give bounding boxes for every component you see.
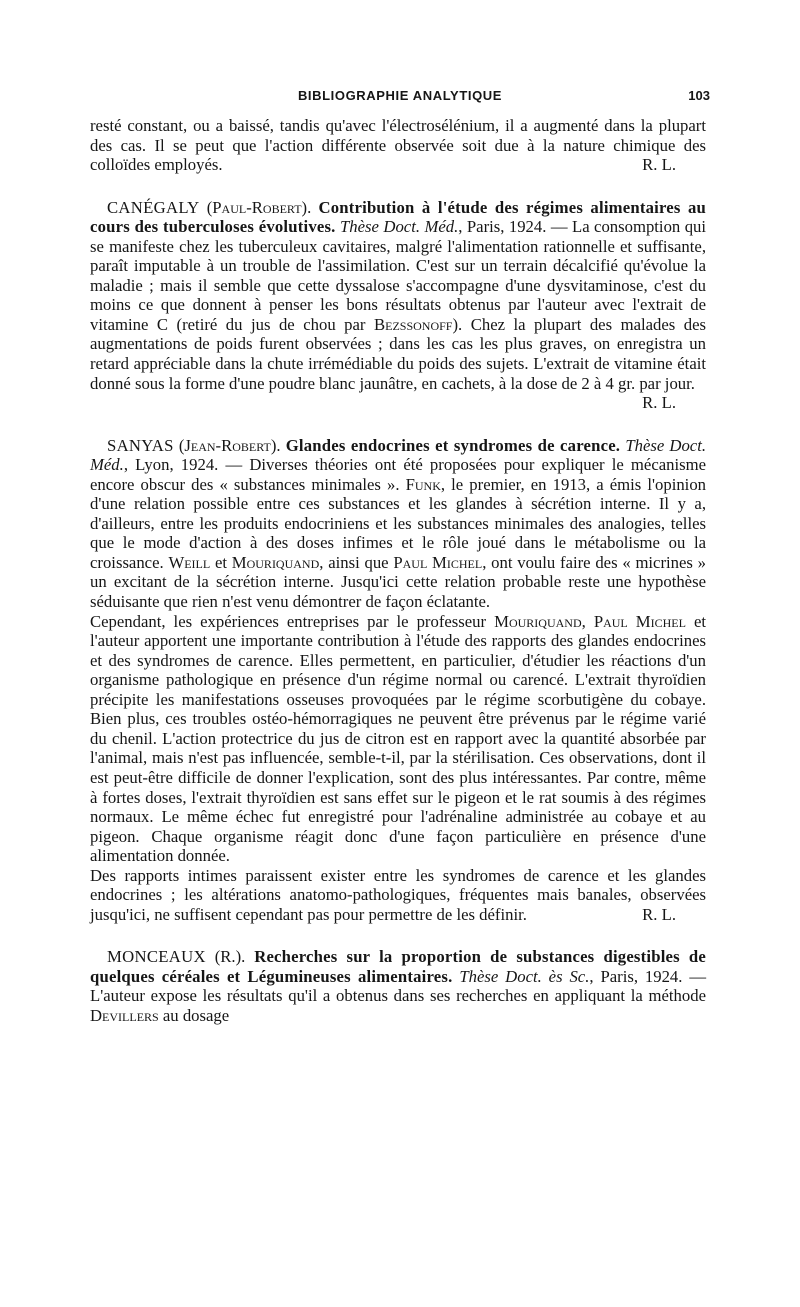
entry-summary: Diverses théories ont été proposées pour expliquer le mécanisme encore obscur des « substances minimales ».	[90, 455, 706, 494]
running-header	[90, 88, 710, 108]
entry-summary: Des rapports intimes paraissent exister entre les syndromes de carence et les glandes endocrines ; les altérations anatomo-pathologiques, fréquentes mais banales, observées jusqu'ici, ne suffisent cependant pas pour permettre de les définir.	[90, 865, 706, 924]
body-text	[90, 116, 706, 1026]
intro-text: resté constant, ou a baissé, tandis qu'avec l'électrosélénium, il a augmenté dans la plupart des cas. Il se peut que l'action différente observée soit due à la nature chimique des colloïdes employés.	[90, 116, 706, 175]
cited-name: Funk	[405, 474, 441, 494]
cited-name: Paul Michel	[393, 552, 483, 572]
entry-paragraph	[90, 866, 706, 925]
header-title: BIBLIOGRAPHIE ANALYTIQUE	[297, 88, 503, 103]
author-surname: SANYAS	[107, 435, 174, 455]
entry-summary: Cependant, les expériences entreprises par le professeur	[90, 611, 487, 631]
bibliography-entry	[90, 436, 706, 925]
place-year: , Lyon, 1924. —	[123, 455, 243, 475]
entry-text: SANYAS (Jean-Robert). Glandes endocrines et syndromes de carence. Thèse Doct. Méd., Lyon, 1924. — Diverses théories ont été proposées pour expliquer le mécanisme encore obscur des « substances minimales ». Funk, le premier, en 1913, a émis l'opinion d'une relation possible entre ces substances et les glandes à sécrétion interne. Il y a, d'ailleurs, entre les produits endocriniens et les substances minimales des analogies, telles que le mode d'action à des doses infimes et le rôle joué dans le métabolisme ou la croissance. Weill et Mouriquand, ainsi que Paul Michel, ont voulu faire des « micrines » un excitant de la sécrétion interne. Jusqu'ici cette relation probable reste une hypothèse séduisante que rien n'est venu démontrer de façon éclatante.	[90, 435, 707, 612]
author-given-name: R.	[220, 947, 236, 967]
entry-summary: , ainsi que	[319, 552, 389, 572]
entry-summary: , le premier, en 1913, a émis l'opinion d'une relation possible entre ces substances et les glandes à sécrétion interne. Il y a, d'ailleurs, entre les produits endocriniens et les substances minimales des analogies, telles que le mode d'action à des doses infimes et le rôle joué dans le métabolisme ou la croissance.	[90, 474, 707, 572]
entry-text: MONCEAUX (R.). Recherches sur la proportion de substances digestibles de quelques céréales et Légumineuses alimentaires. Thèse Doct. ès Sc., Paris, 1924. — L'auteur expose les résultats qu'il a obtenus dans ses recherches en appliquant la méthode Devillers au dosage	[90, 947, 707, 1025]
thesis-label: Thèse Doct. Méd.	[90, 435, 707, 475]
thesis-label: Thèse Doct. Méd.	[340, 217, 459, 237]
entry-summary-end: au dosage	[162, 1005, 230, 1025]
cited-name: Weill	[168, 552, 211, 572]
signature: R. L.	[642, 393, 676, 413]
entry-summary: et l'auteur apportent une importante contribution à l'étude des rapports des glandes endocrines et des syndromes de carence. Elles permettent, en particulier, d'étudier les réactions d'un organisme pathologique en présence d'un régime normal ou carencé. L'extrait thyroïdien précipite les manifestations osseuses provoquées par le régime scorbutigène du cobaye. Bien plus, ces troubles ostéo-hémorragiques ne peuvent être prévenus par le régime varié du chenil. L'action protectrice du jus de citron est en rapport avec la quantité absorbée par l'animal, mais n'est pas influencée, semble-t-il, par la stérilisation. Ces observations, dont il est peut-être difficile de donner l'explication, sont des plus intéressantes. Par contre, même à fortes doses, l'extrait thyroïdien est sans effet sur le pigeon et le rat soumis à des régimes normaux. Le même échec fut enregistré pour l'adrénaline administrée au cobaye et au pigeon. Chaque organisme réagit donc d'une façon particulière en présence d'une alimentation donnée.	[90, 611, 707, 866]
author-given-name: Paul-Robert	[212, 197, 302, 217]
entry-text: CANÉGALY (Paul-Robert). Contribution à l'étude des régimes alimentaires au cours des tuberculoses évolutives. Thèse Doct. Méd., Paris, 1924. — La consomption qui se manifeste chez les tuberculeux cavitaires, malgré l'alimentation rationnelle et suffisante, paraît imputable à un trouble de l'assimilation. C'est sur un terrain décalcifié qu'évolue la maladie ; mais il semble que cette dyssalose s'accompagne d'une dysvitaminose, c'est du moins ce que donnent à penser les bons résultats obtenus par l'auteur avec l'extrait de vitamine C (retiré du jus de chou par Bezssonoff). Chez la plupart des malades des augmentations de poids furent observées ; dans les cas les plus graves, on enregistra un retard appréciable dans la chute irrémédiable du poids des sujets. L'extrait de vitamine était donné sous la forme d'une poudre blanc jaunâtre, en cachets, à la dose de 2 à 4 gr. par jour. R. L.	[90, 197, 707, 413]
entry-summary: La consomption qui se manifeste chez les tuberculeux cavitaires, malgré l'alimentation rationnelle et suffisante, paraît imputable à un trouble de l'assimilation. C'est sur un terrain décalcifié qu'évolue la maladie ; mais il semble que cette dyssalose s'accompagne d'une dysvitaminose, c'est du moins ce que donnent à penser les bons résultats obtenus par l'auteur avec l'extrait de vitamine C (retiré du jus de chou par	[90, 217, 707, 334]
bibliography-entry	[90, 198, 706, 413]
page-number: 103	[688, 88, 710, 103]
entry-title: Glandes endocrines et syndromes de carence.	[285, 435, 621, 455]
author-given-name: Jean-Robert	[184, 435, 271, 455]
conjunction: et	[214, 552, 227, 572]
signature: R. L.	[642, 155, 676, 175]
entry-title: Contribution à l'étude des régimes alimentaires au cours des tuberculoses évolutives.	[90, 197, 707, 237]
place-year: , Paris, 1924. —	[589, 966, 707, 986]
cited-name: Mouriquand	[231, 552, 320, 572]
bibliography-entry	[90, 947, 706, 1025]
cited-name: Devillers	[90, 1005, 159, 1025]
cited-name: Mouriquand, Paul Michel	[494, 611, 686, 631]
entry-summary: , ont voulu faire des « micrines » un excitant de la sécrétion interne. Jusqu'ici cette relation probable reste une hypothèse séduisante que rien n'est venu démontrer de façon éclatante.	[90, 552, 707, 612]
entry-summary: L'auteur expose les résultats qu'il a obtenus dans ses recherches en appliquant la méthode	[90, 986, 706, 1006]
entry-title: Recherches sur la proportion de substances digestibles de quelques céréales et Légumineuses alimentaires.	[90, 947, 706, 986]
place-year: , Paris, 1924. —	[458, 217, 568, 237]
cited-name: Bezssonoff	[374, 314, 453, 334]
entry-summary-end: ). Chez la plupart des malades des augmentations de poids furent observées ; dans les cas les plus graves, on enregistra un retard appréciable dans la chute irrémédiable du poids des sujets. L'extrait de vitamine était donné sous la forme d'une poudre blanc jaunâtre, en cachets, à la dose de 2 à 4 gr. par jour.	[90, 314, 707, 393]
intro-paragraph	[90, 116, 706, 175]
entry-paragraph	[90, 612, 706, 866]
author-surname: CANÉGALY	[107, 197, 200, 217]
thesis-label: Thèse Doct. ès Sc.	[459, 966, 590, 986]
signature: R. L.	[642, 904, 676, 924]
author-surname: MONCEAUX	[107, 947, 206, 967]
